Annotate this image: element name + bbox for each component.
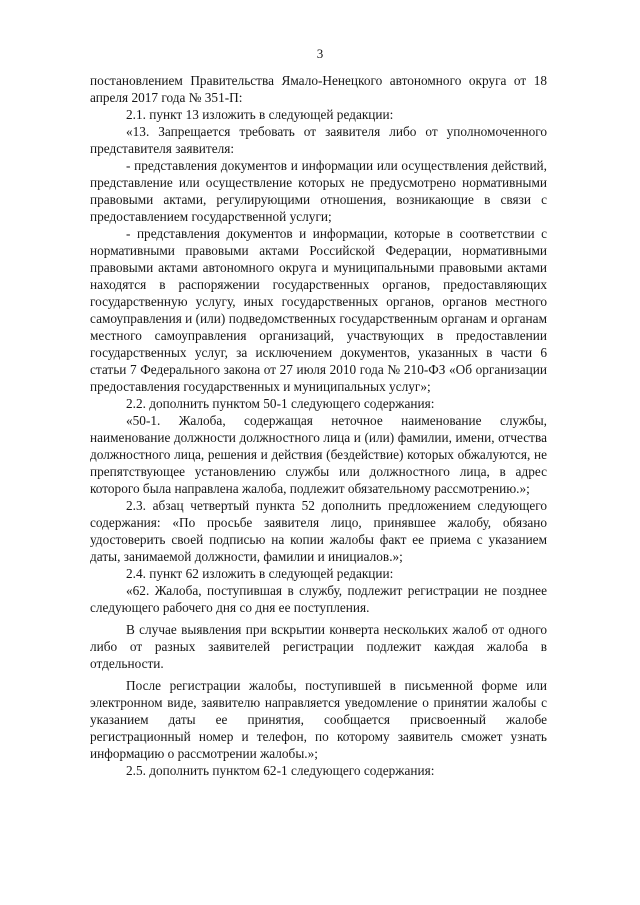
paragraph-2-3: 2.3. абзац четвертый пункта 52 дополнить предложением следующего содержания: «По просьбе заявителя лицо, принявшее жалобу, обязано удостоверить своей подписью на копии жалобы факт ее приема с указанием даты, занимаемой должности, фамилии и инициалов.»; [90, 498, 547, 564]
paragraph-2-4: 2.4. пункт 62 изложить в следующей редакции: [126, 566, 394, 581]
paragraph-2-2: 2.2. дополнить пунктом 50-1 следующего содержания: [126, 396, 435, 411]
paragraph-62-multiple-complaints: В случае выявления при вскрытии конверта нескольких жалоб от одного либо от разных заявителей регистрации подлежит каждая жалоба в отдельности. [90, 622, 547, 671]
paragraph-intro: постановлением Правительства Ямало-Ненецкого автономного округа от 18 апреля 2017 года № 351-П: [90, 73, 547, 105]
paragraph-62-notification: После регистрации жалобы, поступившей в письменной форме или электронном виде, заявителю направляется уведомление о принятии жалобы с указанием даты ее принятия, сообщается присвоенный жалобе регистрационный номер и телефон, по которому заявитель сможет узнать информацию о рассмотрении жалобы.»; [90, 678, 547, 761]
page-number: 3 [316, 46, 324, 61]
paragraph-50-1: «50-1. Жалоба, содержащая неточное наименование службы, наименование должности должностного лица и (или) фамилии, имени, отчества должностного лица, решения и действия (бездействие) которых обжалуются, не препятствующее установлению службы или должностного лица, в адрес которого была направлена жалоба, подлежит обязательному рассмотрению.»; [90, 413, 547, 496]
document-body [90, 72, 547, 779]
paragraph-13-heading: «13. Запрещается требовать от заявителя либо от уполномоченного представителя заявителя: [90, 124, 547, 156]
paragraph-13-item-2: - представления документов и информации, которые в соответствии с нормативными правовыми актами Российской Федерации, нормативными правовыми актами автономного округа и муниципальными правовыми актами находятся в распоряжении государственных органов, предоставляющих государственную услугу, иных государственных органов, органов местного самоуправления и (или) подведомственных государственным органам и органам местного самоуправления организаций, участвующих в предоставлении государственных услуг, за исключением документов, указанных в части 6 статьи 7 Федерального закона от 27 июля 2010 года № 210-ФЗ «Об организации предоставления государственных и муниципальных услуг»; [90, 226, 547, 394]
paragraph-2-5: 2.5. дополнить пунктом 62-1 следующего содержания: [126, 763, 435, 778]
paragraph-13-item-1: - представления документов и информации или осуществления действий, представление или осуществление которых не предусмотрено нормативными правовыми актами, регулирующими отношения, возникающие в связи с предоставлением государственной услуги; [90, 158, 547, 224]
paragraph-62: «62. Жалоба, поступившая в службу, подлежит регистрации не позднее следующего рабочего дня со дня ее поступления. [90, 583, 547, 615]
paragraph-2-1: 2.1. пункт 13 изложить в следующей редакции: [126, 107, 394, 122]
